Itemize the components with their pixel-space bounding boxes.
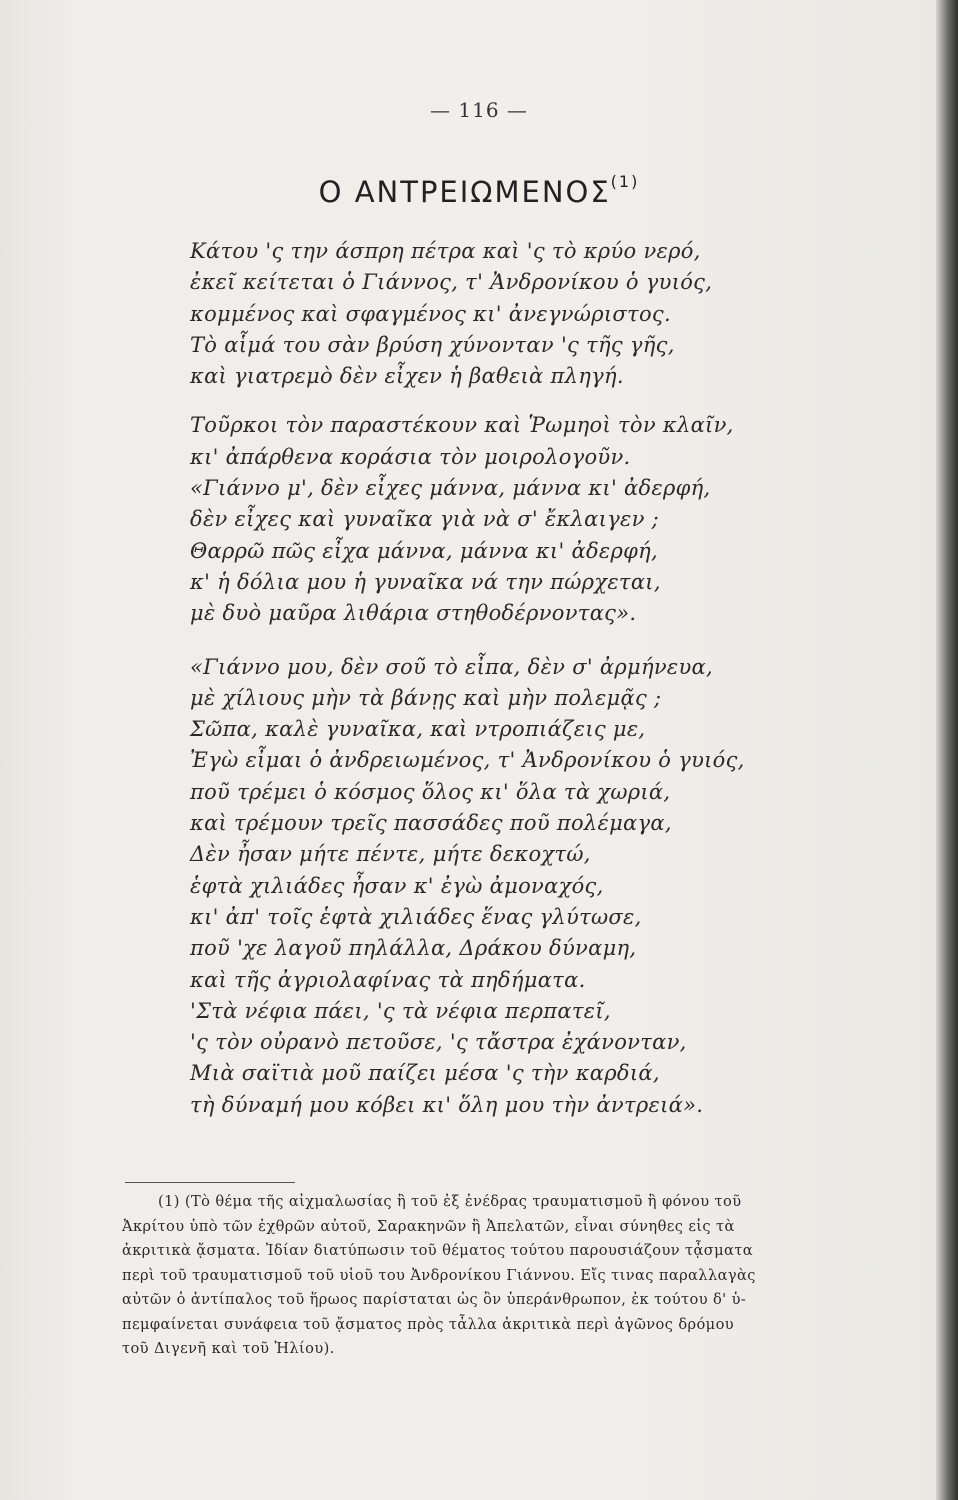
poem-line: κομμένος καὶ σφαγμένος κι' ἀνεγνώριστος.	[190, 301, 671, 326]
poem-line: Μιὰ σαϊτιὰ μοῦ παίζει μέσα 'ς τὴν καρδιά,	[190, 1061, 660, 1086]
poem-line: καὶ τρέμουν τρεῖς πασσάδες ποῦ πολέμαγα,	[190, 811, 672, 836]
poem-line: Δὲν ἦσαν μήτε πέντε, μήτε δεκοχτώ,	[190, 842, 591, 867]
poem-line: Ἐγὼ εἶμαι ὁ ἀνδρειωμένος, τ' Ἀνδρονίκου ὁ γυιός,	[190, 748, 745, 773]
poem-line: Τὸ αἷμά του σὰν βρύση χύνονταν 'ς τῆς γῆς,	[190, 332, 675, 357]
poem-line: κι' ἀπ' τοῖς ἑφτὰ χιλιάδες ἕνας γλύτωσε,	[190, 904, 642, 929]
page-number: — 116 —	[430, 98, 528, 122]
poem-line: ποῦ 'χε λαγοῦ πηλάλλα, Δράκου δύναμη,	[190, 936, 637, 961]
poem-line: καὶ τῆς ἀγριολαφίνας τὰ πηδήματα.	[190, 967, 586, 992]
poem-line: Κάτου 'ς την άσπρη πέτρα καὶ 'ς τὸ κρύο νερό,	[190, 239, 701, 263]
poem-line: ἐκεῖ κείτεται ὁ Γιάννος, τ' Ἀνδρονίκου ὁ γυιός,	[190, 270, 713, 295]
poem-line: «Γιάννο μου, δὲν σοῦ τὸ εἶπα, δὲν σ' ἀρμήνευα,	[190, 654, 713, 679]
poem-body	[190, 236, 890, 1121]
poem-line: 'ς τὸν οὐρανὸ πετοῦσε, 'ς τἄστρα ἐχάνονταν,	[190, 1030, 687, 1055]
footnote-line: περὶ τοῦ τραυματισμοῦ τοῦ υἱοῦ του Ἀνδρονίκου Γιάννου. Εἴς τινας παραλλαγὰς	[122, 1266, 756, 1284]
poem-line: ποῦ τρέμει ὁ κόσμος ὅλος κι' ὅλα τὰ χωριά,	[190, 779, 671, 804]
footnote-line: τοῦ Διγενῆ καὶ τοῦ Ἡλίου).	[122, 1340, 335, 1357]
poem-line: Τοῦρκοι τὸν παραστέκουν καὶ Ῥωμηοὶ τὸν κλαῖν,	[190, 413, 734, 438]
poem-line: Θαρρῶ πῶς εἶχα μάννα, μάννα κι' ἀδερφή,	[190, 538, 658, 563]
poem-line: καὶ γιατρεμὸ δὲν εἶχεν ἡ βαθειὰ πληγή.	[190, 364, 624, 389]
poem-line: κι' ἀπάρθενα κοράσια τὸν μοιρολογοῦν.	[190, 444, 631, 469]
poem-line: 'Στὰ νέφια πάει, 'ς τὰ νέφια περπατεῖ,	[190, 998, 611, 1023]
page-binding-edge	[936, 0, 958, 1500]
poem-line: κ' ἡ δόλια μου ἡ γυναῖκα νά την πώρχεται,	[190, 569, 661, 594]
stanza-break	[190, 630, 890, 652]
poem-line: μὲ χίλιους μὴν τὰ βάνῃς καὶ μὴν πολεμᾷς ;	[190, 685, 662, 710]
footnote	[122, 1190, 912, 1362]
title-footnote-mark: (1)	[610, 172, 640, 192]
footnote-line: πεμφαίνεται συνάφεια τοῦ ᾄσματος πρὸς τἆλλα ἀκριτικὰ περὶ ἀγῶνος δρόμου	[122, 1315, 735, 1333]
footnote-line: (1) (Τὸ θέμα τῆς αἰχμαλωσίας ἢ τοῦ ἐξ ἐνέδρας τραυματισμοῦ ἢ φόνου τοῦ	[158, 1193, 742, 1210]
footnote-line: αὐτῶν ὁ ἀντίπαλος τοῦ ἥρωος παρίσταται ὡς ὂν ὑπεράνθρωπον, ἐκ τούτου δ' ὑ-	[122, 1291, 747, 1308]
poem-title	[0, 172, 958, 209]
poem-line: Σῶπα, καλὲ γυναῖκα, καὶ ντροπιάζεις με,	[190, 717, 646, 742]
footnote-divider	[125, 1182, 295, 1183]
poem-line: τὴ δύναμή μου κόβει κι' ὅλη μου τὴν ἀντρειά».	[190, 1092, 704, 1117]
stanza-break	[190, 392, 890, 410]
poem-line: δὲν εἶχες καὶ γυναῖκα γιὰ νὰ σ' ἔκλαιγεν ;	[190, 507, 660, 532]
footnote-line: Ἀκρίτου ὑπὸ τῶν ἐχθρῶν αὐτοῦ, Σαρακηνῶν ἢ Ἀπελατῶν, εἶναι σύνηθες εἰς τὰ	[122, 1217, 735, 1235]
poem-title-text: Ο ΑΝΤΡΕΙΩΜΕΝΟΣ	[318, 175, 611, 209]
poem-line: ἑφτὰ χιλιάδες ἦσαν κ' ἐγὼ ἀμοναχός,	[190, 873, 604, 898]
poem-line: μὲ δυὸ μαῦρα λιθάρια στηθοδέρνοντας».	[190, 601, 637, 626]
poem-line: «Γιάννο μ', δὲν εἶχες μάννα, μάννα κι' ἀδερφή,	[190, 476, 711, 501]
footnote-line: ἀκριτικὰ ᾄσματα. Ἰδίαν διατύπωσιν τοῦ θέματος τούτου παρουσιάζουν τᾆσματα	[122, 1242, 754, 1259]
